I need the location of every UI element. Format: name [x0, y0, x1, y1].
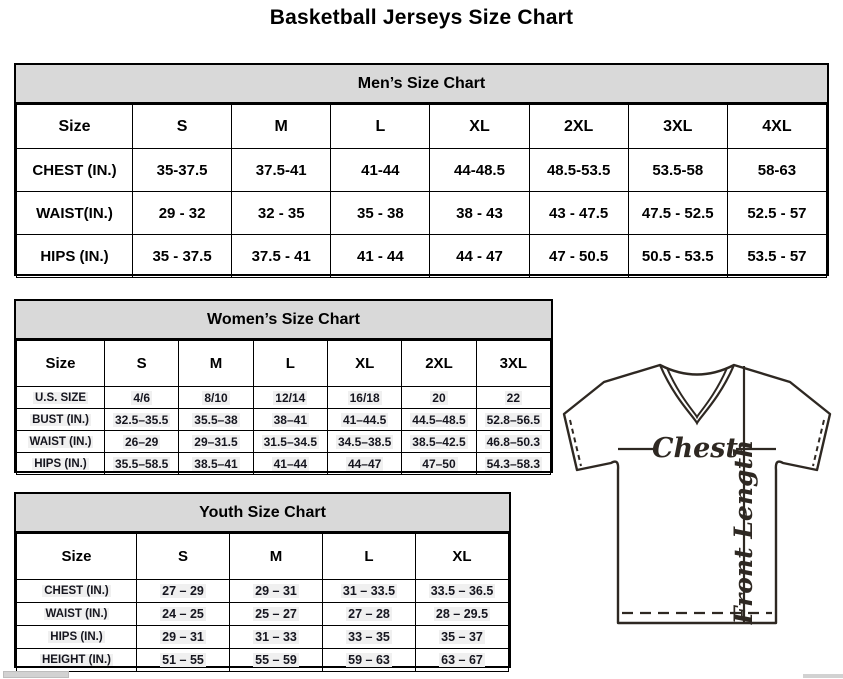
size-cell: 34.5–38.5	[327, 431, 401, 453]
size-cell: 33 – 35	[323, 626, 416, 649]
scrollbar-fragment-right[interactable]	[803, 674, 843, 678]
table-row	[17, 431, 551, 453]
table-row	[17, 453, 551, 475]
size-cell: 8/10	[179, 387, 253, 409]
table-row	[17, 409, 551, 431]
column-header: L	[253, 341, 327, 387]
size-cell: 52.8–56.5	[476, 409, 550, 431]
row-label: CHEST (IN.)	[17, 149, 133, 192]
size-cell: 47–50	[402, 453, 476, 475]
size-cell: 26–29	[105, 431, 179, 453]
size-cell: 25 – 27	[230, 603, 323, 626]
size-cell: 29 – 31	[230, 580, 323, 603]
size-cell: 48.5-53.5	[529, 149, 628, 192]
youth-chart-title: Youth Size Chart	[16, 494, 509, 533]
column-header: Size	[17, 341, 105, 387]
size-cell: 44–47	[327, 453, 401, 475]
jersey-measurement-diagram	[556, 360, 843, 679]
size-cell: 44-48.5	[430, 149, 529, 192]
size-cell: 12/14	[253, 387, 327, 409]
size-cell: 35.5–38	[179, 409, 253, 431]
row-label: WAIST(IN.)	[17, 192, 133, 235]
column-header: 4XL	[727, 105, 826, 149]
size-cell: 20	[402, 387, 476, 409]
column-header: XL	[327, 341, 401, 387]
size-cell: 38.5–41	[179, 453, 253, 475]
size-cell: 53.5-58	[628, 149, 727, 192]
size-cell: 27 – 28	[323, 603, 416, 626]
size-cell: 35 – 37	[416, 626, 509, 649]
row-label: CHEST (IN.)	[17, 580, 137, 603]
column-header: XL	[416, 534, 509, 580]
page-title: Basketball Jerseys Size Chart	[269, 6, 574, 29]
size-cell: 31 – 33.5	[323, 580, 416, 603]
size-cell: 29 - 32	[133, 192, 232, 235]
table-row	[17, 387, 551, 409]
table-row	[17, 192, 827, 235]
row-label: BUST (IN.)	[17, 409, 105, 431]
chest-label: Chest	[652, 433, 738, 464]
column-header: M	[232, 105, 331, 149]
size-cell: 55 – 59	[230, 649, 323, 672]
mens-chart-title: Men’s Size Chart	[16, 65, 827, 104]
size-cell: 44 - 47	[430, 235, 529, 278]
size-cell: 43 - 47.5	[529, 192, 628, 235]
table-row	[17, 149, 827, 192]
row-label: HIPS (IN.)	[17, 626, 137, 649]
row-label: HIPS (IN.)	[17, 453, 105, 475]
size-cell: 16/18	[327, 387, 401, 409]
size-cell: 51 – 55	[137, 649, 230, 672]
size-cell: 35 - 38	[331, 192, 430, 235]
size-cell: 41–44	[253, 453, 327, 475]
womens-size-chart	[14, 299, 553, 473]
size-cell: 29 – 31	[137, 626, 230, 649]
jersey-outline-shape	[564, 365, 830, 623]
size-cell: 38–41	[253, 409, 327, 431]
size-cell: 32 - 35	[232, 192, 331, 235]
size-cell: 47.5 - 52.5	[628, 192, 727, 235]
size-cell: 38.5–42.5	[402, 431, 476, 453]
womens-chart-title: Women’s Size Chart	[16, 301, 551, 340]
size-cell: 35.5–58.5	[105, 453, 179, 475]
size-cell: 27 – 29	[137, 580, 230, 603]
size-cell: 41 - 44	[331, 235, 430, 278]
size-cell: 35 - 37.5	[133, 235, 232, 278]
size-cell: 38 - 43	[430, 192, 529, 235]
column-header: L	[331, 105, 430, 149]
header-row	[17, 105, 827, 149]
size-cell: 59 – 63	[323, 649, 416, 672]
column-header: S	[137, 534, 230, 580]
row-label: HIPS (IN.)	[17, 235, 133, 278]
size-cell: 29–31.5	[179, 431, 253, 453]
size-cell: 37.5 - 41	[232, 235, 331, 278]
size-cell: 32.5–35.5	[105, 409, 179, 431]
row-label: WAIST (IN.)	[17, 431, 105, 453]
table-row	[17, 603, 509, 626]
column-header: 3XL	[628, 105, 727, 149]
column-header: 3XL	[476, 341, 550, 387]
column-header: L	[323, 534, 416, 580]
size-cell: 44.5–48.5	[402, 409, 476, 431]
size-cell: 58-63	[727, 149, 826, 192]
table-row	[17, 649, 509, 672]
size-cell: 28 – 29.5	[416, 603, 509, 626]
youth-size-chart	[14, 492, 511, 668]
table-row	[17, 580, 509, 603]
mens-size-table	[16, 104, 827, 278]
row-label: HEIGHT (IN.)	[17, 649, 137, 672]
size-cell: 54.3–58.3	[476, 453, 550, 475]
column-header: S	[105, 341, 179, 387]
size-cell: 41-44	[331, 149, 430, 192]
column-header: M	[230, 534, 323, 580]
column-header: Size	[17, 534, 137, 580]
column-header: 2XL	[402, 341, 476, 387]
front-length-label: Front Length	[729, 439, 758, 625]
size-cell: 41–44.5	[327, 409, 401, 431]
table-row	[17, 626, 509, 649]
mens-size-chart	[14, 63, 829, 276]
size-cell: 50.5 - 53.5	[628, 235, 727, 278]
size-cell: 53.5 - 57	[727, 235, 826, 278]
youth-size-table	[16, 533, 509, 672]
womens-size-table	[16, 340, 551, 475]
column-header: Size	[17, 105, 133, 149]
column-header: XL	[430, 105, 529, 149]
size-cell: 33.5 – 36.5	[416, 580, 509, 603]
row-label: WAIST (IN.)	[17, 603, 137, 626]
size-cell: 31 – 33	[230, 626, 323, 649]
size-cell: 31.5–34.5	[253, 431, 327, 453]
table-row	[17, 235, 827, 278]
header-row	[17, 341, 551, 387]
size-cell: 52.5 - 57	[727, 192, 826, 235]
size-cell: 35-37.5	[133, 149, 232, 192]
column-header: 2XL	[529, 105, 628, 149]
size-cell: 37.5-41	[232, 149, 331, 192]
header-row	[17, 534, 509, 580]
scrollbar-fragment-left[interactable]	[3, 671, 69, 678]
size-cell: 22	[476, 387, 550, 409]
column-header: M	[179, 341, 253, 387]
size-cell: 24 – 25	[137, 603, 230, 626]
column-header: S	[133, 105, 232, 149]
size-cell: 63 – 67	[416, 649, 509, 672]
size-cell: 4/6	[105, 387, 179, 409]
size-cell: 46.8–50.3	[476, 431, 550, 453]
row-label: U.S. SIZE	[17, 387, 105, 409]
size-cell: 47 - 50.5	[529, 235, 628, 278]
